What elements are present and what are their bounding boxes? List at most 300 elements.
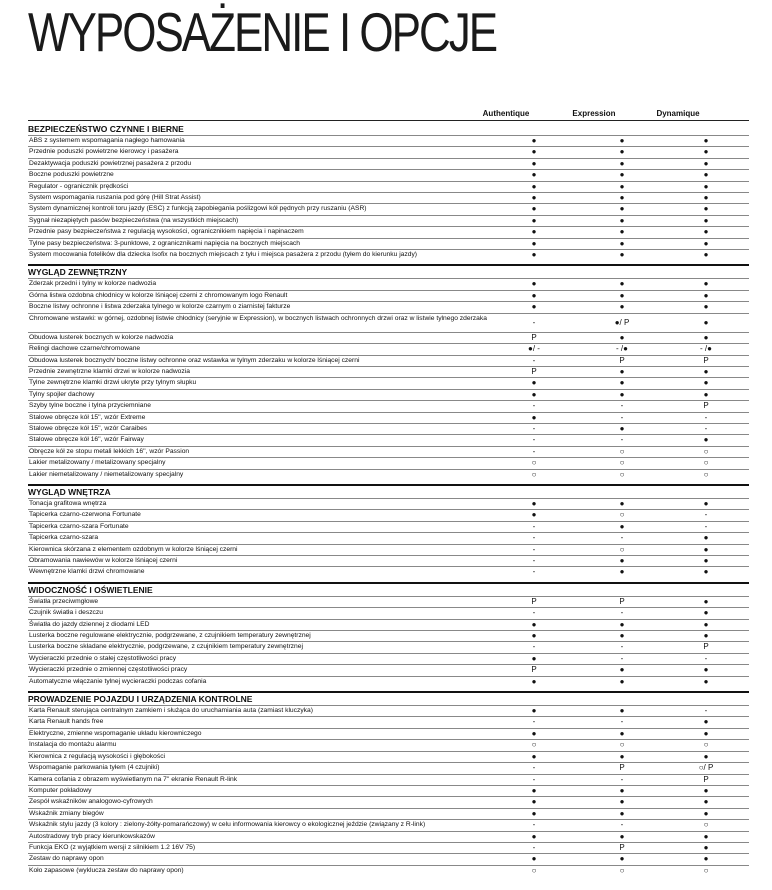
availability-expression: P [619, 763, 625, 773]
feature-label: Zderzak przedni i tylny w kolorze nadwozia [29, 280, 157, 288]
availability-authentique: ○ [531, 469, 537, 479]
availability-dynamique: - [704, 521, 708, 531]
availability-authentique: - [532, 544, 536, 554]
table-row [28, 158, 749, 169]
feature-label: Kierownica skórzana z elementem ozdobnym w kolorze lśniącej czerni [29, 545, 238, 553]
table-row [28, 469, 749, 480]
availability-expression: ● [619, 706, 625, 716]
availability-authentique: P [531, 366, 537, 376]
feature-label: Elektryczne, zmienne wspomaganie układu kierowniczego [29, 729, 202, 737]
column-header-expression: Expression [572, 109, 616, 118]
feature-label: System mocowania fotelików dla dziecka Isofix na bocznych miejscach z tyłu i miejsca pasażera z przodu (tyłem do kierunku jazdy) [29, 251, 418, 259]
availability-expression: - [620, 533, 624, 543]
availability-dynamique: ● [703, 831, 709, 841]
availability-dynamique: ● [703, 238, 709, 248]
feature-label: Sygnał niezapiętych pasów bezpieczeństwa (na wszystkich miejscach) [29, 216, 239, 224]
availability-expression: ● [619, 728, 625, 738]
availability-expression: ● [619, 181, 625, 191]
availability-authentique: ● [531, 797, 537, 807]
table-row [28, 434, 749, 445]
availability-authentique: ● [531, 158, 537, 168]
availability-authentique: - [532, 521, 536, 531]
feature-label: System wspomagania ruszania pod górę (Hill Strat Assist) [29, 194, 201, 202]
availability-dynamique: ● [703, 302, 709, 312]
availability-dynamique: - [704, 653, 708, 663]
availability-expression: P [619, 842, 625, 852]
availability-dynamique: ● [703, 227, 709, 237]
feature-label: Boczne poduszki powietrzne [29, 171, 114, 179]
feature-label: Przednie pasy bezpieczeństwa z regulacją wysokości, ogranicznikiem napięcia i napinaczem [29, 228, 304, 236]
feature-label: Wycieraczki przednie o stałej częstotliwości pracy [29, 654, 177, 662]
availability-authentique: - [532, 533, 536, 543]
table-row [28, 238, 749, 249]
availability-dynamique: ● [703, 136, 709, 145]
availability-expression: ○ [619, 510, 625, 520]
availability-expression: - [620, 642, 624, 652]
availability-authentique: - [532, 317, 536, 327]
availability-dynamique: ● [703, 170, 709, 180]
availability-dynamique: ● [703, 147, 709, 157]
availability-expression: ● [619, 831, 625, 841]
availability-authentique: - [532, 423, 536, 433]
feature-label: Kamera cofania z obrazem wyświetlanym na 7'' ekranie Renault R-link [29, 775, 238, 783]
availability-authentique: ● [531, 706, 537, 716]
feature-label: Lakier niemetalizowany / niemetalizowany specjalny [29, 470, 184, 478]
availability-authentique: ● [531, 831, 537, 841]
table-row [28, 842, 749, 853]
feature-label: Automatyczne włączanie tylnej wycieraczki podczas cofania [29, 677, 207, 685]
availability-authentique: ● [531, 498, 537, 508]
availability-expression: - [620, 653, 624, 663]
availability-dynamique: ● [703, 631, 709, 641]
feature-label: Relingi dachowe czarne/chromowane [29, 345, 141, 353]
availability-authentique: ● [531, 751, 537, 761]
table-row [28, 181, 749, 192]
availability-authentique: ○ [531, 740, 537, 750]
availability-authentique: - [532, 608, 536, 618]
availability-expression: ○ [619, 458, 625, 468]
feature-label: Komputer pokładowy [29, 786, 92, 794]
availability-authentique: ● [531, 728, 537, 738]
availability-expression: ● [619, 279, 625, 289]
feature-label: Zespół wskaźników analogowo-cyfrowych [29, 798, 153, 806]
availability-expression: ● [619, 170, 625, 180]
availability-dynamique: P [703, 642, 709, 652]
availability-dynamique: - [704, 423, 708, 433]
feature-label: Wskaźnik zmiany biegów [29, 809, 104, 817]
availability-authentique: - [532, 355, 536, 365]
availability-dynamique: ○/ P [698, 763, 714, 773]
availability-dynamique: - [704, 412, 708, 422]
availability-expression: ● [619, 238, 625, 248]
availability-expression: ● [619, 302, 625, 312]
table-row [28, 808, 749, 819]
feature-label: Boczne listwy ochronne i listwa zderzaka tylnego w kolorze czarnym o ziarnistej fakturze [29, 303, 291, 311]
availability-dynamique: ● [703, 389, 709, 399]
table-row [28, 412, 749, 423]
availability-authentique: P [531, 665, 537, 675]
table-row [28, 630, 749, 641]
availability-dynamique: ● [703, 279, 709, 289]
feature-label: Kierownica z regulacją wysokości i głębokości [29, 752, 166, 760]
header-divider [28, 120, 749, 121]
availability-authentique: ● [531, 653, 537, 663]
availability-expression: ● [619, 290, 625, 300]
feature-label: Instalacja do montażu alarmu [29, 741, 117, 749]
availability-authentique: - [532, 567, 536, 577]
availability-dynamique: ● [703, 204, 709, 214]
table-row [28, 400, 749, 411]
availability-authentique: - [532, 642, 536, 652]
availability-dynamique: P [703, 355, 709, 365]
availability-dynamique: ○ [703, 865, 709, 875]
table-row [28, 566, 749, 577]
availability-expression: ● [619, 498, 625, 508]
table-row [28, 676, 749, 687]
availability-expression: ● [619, 389, 625, 399]
feature-label: Wycieraczki przednie o zmiennej częstotliwości pracy [29, 666, 188, 674]
availability-authentique: ● [531, 676, 537, 686]
availability-expression: ● [619, 808, 625, 818]
table-row [28, 366, 749, 377]
availability-expression: ● [619, 556, 625, 565]
availability-authentique: - [532, 556, 536, 565]
availability-authentique: ● [531, 147, 537, 157]
availability-authentique: ● [531, 204, 537, 214]
feature-label: Obudowa lusterek bocznych/ boczne listwy ochronne oraz wstawka w tylnym zderzaku w kolorze lśniącej czerni [29, 356, 360, 364]
availability-authentique: ● [531, 389, 537, 399]
feature-label: Światła do jazdy dziennej z diodami LED [29, 620, 150, 628]
availability-dynamique: ○ [703, 469, 709, 479]
availability-dynamique: ● [703, 193, 709, 203]
availability-dynamique: ● [703, 854, 709, 864]
availability-expression: ● [619, 797, 625, 807]
feature-label: Obudowa lusterek bocznych w kolorze nadwozia [29, 333, 174, 341]
table-row [28, 355, 749, 366]
table-row [28, 313, 749, 332]
table-row [28, 203, 749, 214]
section-title: WYGLĄD ZEWNĘTRZNY [28, 264, 749, 278]
feature-label: Tonacja grafitowa wnętrza [29, 499, 107, 507]
availability-expression: ● [619, 378, 625, 388]
feature-label: Światła przeciwmgłowe [29, 597, 99, 605]
availability-dynamique: - /● [700, 344, 712, 354]
availability-dynamique: ○ [703, 446, 709, 456]
availability-expression: - [620, 412, 624, 422]
availability-dynamique: ● [703, 544, 709, 554]
table-row [28, 544, 749, 555]
availability-authentique: ● [531, 378, 537, 388]
table-row [28, 774, 749, 785]
feature-label: Tylne pasy bezpieczeństwa: 3-punktowe, z ogranicznikami napięcia na bocznych miejscach [29, 239, 300, 247]
table-row [28, 192, 749, 203]
section-title: WIDOCZNOŚĆ I OŚWIETLENIE [28, 582, 749, 596]
availability-authentique: ● [531, 136, 537, 145]
availability-authentique: P [531, 596, 537, 606]
availability-expression: ● [619, 250, 625, 260]
availability-dynamique: ○ [703, 820, 709, 830]
availability-expression: - [620, 435, 624, 445]
table-row [28, 498, 749, 509]
availability-authentique: ● [531, 170, 537, 180]
table-row [28, 377, 749, 388]
table-row [28, 249, 749, 260]
availability-dynamique: ● [703, 751, 709, 761]
availability-expression: - [620, 608, 624, 618]
availability-dynamique: ● [703, 533, 709, 543]
availability-dynamique: ● [703, 717, 709, 727]
availability-dynamique: ○ [703, 740, 709, 750]
feature-label: Lusterka boczne składane elektrycznie, podgrzewane, z czujnikiem temperatury zewnętrznej [29, 643, 303, 651]
table-row [28, 135, 749, 146]
availability-dynamique: ● [703, 332, 709, 342]
availability-authentique: ● [531, 238, 537, 248]
feature-label: Tylny spojler dachowy [29, 390, 95, 398]
availability-expression: ○ [619, 446, 625, 456]
availability-dynamique: ● [703, 556, 709, 565]
feature-label: Wspomaganie parkowania tyłem (4 czujniki) [29, 764, 160, 772]
availability-expression: ● [619, 619, 625, 629]
availability-authentique: ● [531, 227, 537, 237]
table-row [28, 215, 749, 226]
table-row [28, 619, 749, 630]
table-row [28, 664, 749, 675]
availability-expression: ○ [619, 740, 625, 750]
availability-authentique: ●/ - [528, 344, 540, 354]
availability-expression: - [620, 401, 624, 411]
availability-expression: - [620, 774, 624, 784]
availability-expression: ● [619, 332, 625, 342]
feature-label: Funkcja EKO (z wyjątkiem wersji z silnikiem 1.2 16V 75) [29, 843, 196, 851]
feature-label: Lakier metalizowany / metalizowany specjalny [29, 459, 166, 467]
table-row [28, 555, 749, 566]
table-row [28, 796, 749, 807]
feature-label: Szyby tylne boczne i tylna przyciemniane [29, 402, 151, 410]
availability-dynamique: ● [703, 608, 709, 618]
availability-dynamique: ● [703, 181, 709, 191]
table-row [28, 653, 749, 664]
availability-dynamique: ● [703, 728, 709, 738]
table-row [28, 785, 749, 796]
availability-authentique: ● [531, 785, 537, 795]
availability-authentique: ● [531, 412, 537, 422]
table-row [28, 521, 749, 532]
section-title: WYGLĄD WNĘTRZA [28, 484, 749, 498]
feature-label: Stalowe obręcze kół 15'', wzór Extreme [29, 413, 146, 421]
availability-authentique: ● [531, 510, 537, 520]
availability-expression: ● [619, 136, 625, 145]
feature-label: Regulator - ogranicznik prędkości [29, 182, 129, 190]
table-row [28, 831, 749, 842]
availability-authentique: - [532, 446, 536, 456]
availability-authentique: ● [531, 302, 537, 312]
availability-dynamique: - [704, 510, 708, 520]
table-row [28, 607, 749, 618]
availability-dynamique: ● [703, 366, 709, 376]
availability-expression: ● [619, 665, 625, 675]
availability-expression: ● [619, 751, 625, 761]
page-title: WYPOSAŻENIE I OPCJE [28, 1, 497, 63]
availability-expression: ● [619, 366, 625, 376]
availability-expression: ● [619, 215, 625, 225]
feature-label: Zestaw do naprawy opon [29, 855, 104, 863]
table-row [28, 389, 749, 400]
section-title: BEZPIECZEŃSTWO CZYNNE I BIERNE [28, 124, 184, 134]
table-row [28, 226, 749, 237]
availability-expression: ●/ P [614, 317, 630, 327]
availability-authentique: ● [531, 808, 537, 818]
feature-label: Koło zapasowe (wyklucza zestaw do naprawy opon) [29, 866, 184, 874]
column-header-dynamique: Dynamique [656, 109, 700, 118]
table-row [28, 301, 749, 312]
table-row [28, 169, 749, 180]
equipment-table [28, 122, 749, 876]
availability-expression: ○ [619, 544, 625, 554]
feature-label: Górna listwa ozdobna chłodnicy w kolorze lśniącej czerni z chromowanym logo Renault [29, 291, 288, 299]
table-row [28, 716, 749, 727]
table-row [28, 278, 749, 289]
availability-authentique: - [532, 401, 536, 411]
feature-label: Karta Renault hands free [29, 718, 104, 726]
availability-expression: ● [619, 521, 625, 531]
availability-dynamique: ○ [703, 458, 709, 468]
availability-dynamique: ● [703, 842, 709, 852]
feature-label: Dezaktywacja poduszki powietrznej pasażera z przodu [29, 159, 192, 167]
feature-label: Wewnętrzne klamki drzwi chromowane [29, 568, 145, 576]
availability-authentique: ● [531, 181, 537, 191]
table-row [28, 446, 749, 457]
availability-dynamique: ● [703, 619, 709, 629]
availability-dynamique: ● [703, 435, 709, 445]
availability-expression: ● [619, 423, 625, 433]
feature-label: Tapicerka czarno-szara Fortunate [29, 522, 129, 530]
availability-dynamique: ● [703, 378, 709, 388]
table-row [28, 641, 749, 652]
availability-expression: ● [619, 193, 625, 203]
table-row [28, 728, 749, 739]
availability-dynamique: ● [703, 567, 709, 577]
table-row [28, 146, 749, 157]
feature-label: Obramowania nawiewów w kolorze lśniącej czerni [29, 557, 178, 564]
feature-label: System dynamicznej kontroli toru jazdy (ESC) z funkcją zapobiegania poślizgowi kół pędnych przy ruszaniu (ASR) [29, 205, 367, 213]
availability-dynamique: P [703, 401, 709, 411]
table-row [28, 290, 749, 301]
table-row [28, 332, 749, 343]
feature-label: Czujnik światła i deszczu [29, 609, 103, 617]
availability-authentique: ○ [531, 865, 537, 875]
availability-dynamique: ● [703, 596, 709, 606]
availability-authentique: ● [531, 215, 537, 225]
feature-label: Lusterka boczne regulowane elektrycznie, podgrzewane, z czujnikiem temperatury zewnętrznej [29, 632, 311, 640]
availability-dynamique: ● [703, 215, 709, 225]
table-row [28, 762, 749, 773]
availability-expression: ● [619, 631, 625, 641]
availability-expression: ○ [619, 469, 625, 479]
feature-label: Stalowe obręcze kół 15'', wzór Caraibes [29, 424, 148, 432]
availability-dynamique: - [704, 706, 708, 716]
availability-expression: ● [619, 567, 625, 577]
table-row [28, 751, 749, 762]
availability-dynamique: ● [703, 498, 709, 508]
availability-authentique: - [532, 774, 536, 784]
availability-expression: ○ [619, 865, 625, 875]
table-row [28, 509, 749, 520]
availability-authentique: - [532, 717, 536, 727]
feature-label: Obręcze kół ze stopu metali lekkich 16'', wzór Passion [29, 447, 190, 455]
table-row [28, 853, 749, 864]
availability-authentique: - [532, 842, 536, 852]
feature-label: Tylne zewnętrzne klamki drzwi ukryte przy tylnym słupku [29, 379, 197, 387]
availability-authentique: P [531, 332, 537, 342]
table-row [28, 739, 749, 750]
availability-expression: - /● [616, 344, 628, 354]
availability-authentique: ● [531, 619, 537, 629]
availability-dynamique: ● [703, 797, 709, 807]
feature-label: Tapicerka czarno-szara [29, 534, 99, 542]
availability-expression: - [620, 717, 624, 727]
availability-expression: ● [619, 854, 625, 864]
availability-expression: P [619, 596, 625, 606]
table-row [28, 705, 749, 716]
availability-expression: ● [619, 227, 625, 237]
feature-label: Karta Renault sterująca centralnym zamkiem i służąca do uruchamiania auta (zamiast kluczyka) [29, 707, 313, 715]
feature-label: Wskaźnik stylu jazdy (3 kolory : zielony-żółty-pomarańczowy) w celu informowania kierowcy o ekologicznej jeździe (związany z R-link) [29, 821, 426, 829]
feature-label: Tapicerka czarno-czerwona Fortunate [29, 511, 141, 519]
availability-dynamique: ● [703, 250, 709, 260]
table-row [28, 865, 749, 876]
feature-label: Autostradowy tryb pracy kierunkowskazów [29, 832, 155, 840]
availability-authentique: ● [531, 193, 537, 203]
availability-expression: ● [619, 785, 625, 795]
availability-dynamique: ● [703, 808, 709, 818]
availability-expression: ● [619, 147, 625, 157]
feature-label: Stalowe obręcze kół 16'', wzór Fairway [29, 436, 144, 444]
availability-authentique: ○ [531, 458, 537, 468]
feature-label: ABS z systemem wspomagania nagłego hamowania [29, 137, 185, 144]
availability-authentique: ● [531, 250, 537, 260]
feature-label: Chromowane wstawki: w górnej, ozdobnej listwie chłodnicy (seryjnie w Expression), w bocznych listwach ochronnych drzwi oraz w listwie tylnego zderzaka [29, 314, 487, 322]
availability-dynamique: ● [703, 785, 709, 795]
availability-dynamique: ● [703, 158, 709, 168]
availability-authentique: - [532, 763, 536, 773]
availability-expression: ● [619, 158, 625, 168]
availability-authentique: ● [531, 279, 537, 289]
availability-authentique: ● [531, 631, 537, 641]
feature-label: Przednie poduszki powietrzne kierowcy i pasażera [29, 148, 179, 156]
table-row [28, 532, 749, 543]
section-title: PROWADZENIE POJAZDU I URZĄDZENIA KONTROLNE [28, 691, 749, 705]
table-row [28, 343, 749, 354]
availability-dynamique: ● [703, 317, 709, 327]
table-row [28, 596, 749, 607]
availability-expression: - [620, 820, 624, 830]
availability-authentique: ● [531, 854, 537, 864]
availability-dynamique: ● [703, 676, 709, 686]
availability-expression: ● [619, 676, 625, 686]
availability-dynamique: ● [703, 665, 709, 675]
availability-expression: ● [619, 204, 625, 214]
availability-dynamique: ● [703, 290, 709, 300]
column-header-authentique: Authentique [482, 109, 530, 118]
availability-dynamique: P [703, 774, 709, 784]
availability-expression: P [619, 355, 625, 365]
table-row [28, 819, 749, 830]
feature-label: Przednie zewnętrzne klamki drzwi w kolorze nadwozia [29, 367, 190, 375]
table-row [28, 423, 749, 434]
availability-authentique: - [532, 435, 536, 445]
availability-authentique: - [532, 820, 536, 830]
availability-authentique: ● [531, 290, 537, 300]
